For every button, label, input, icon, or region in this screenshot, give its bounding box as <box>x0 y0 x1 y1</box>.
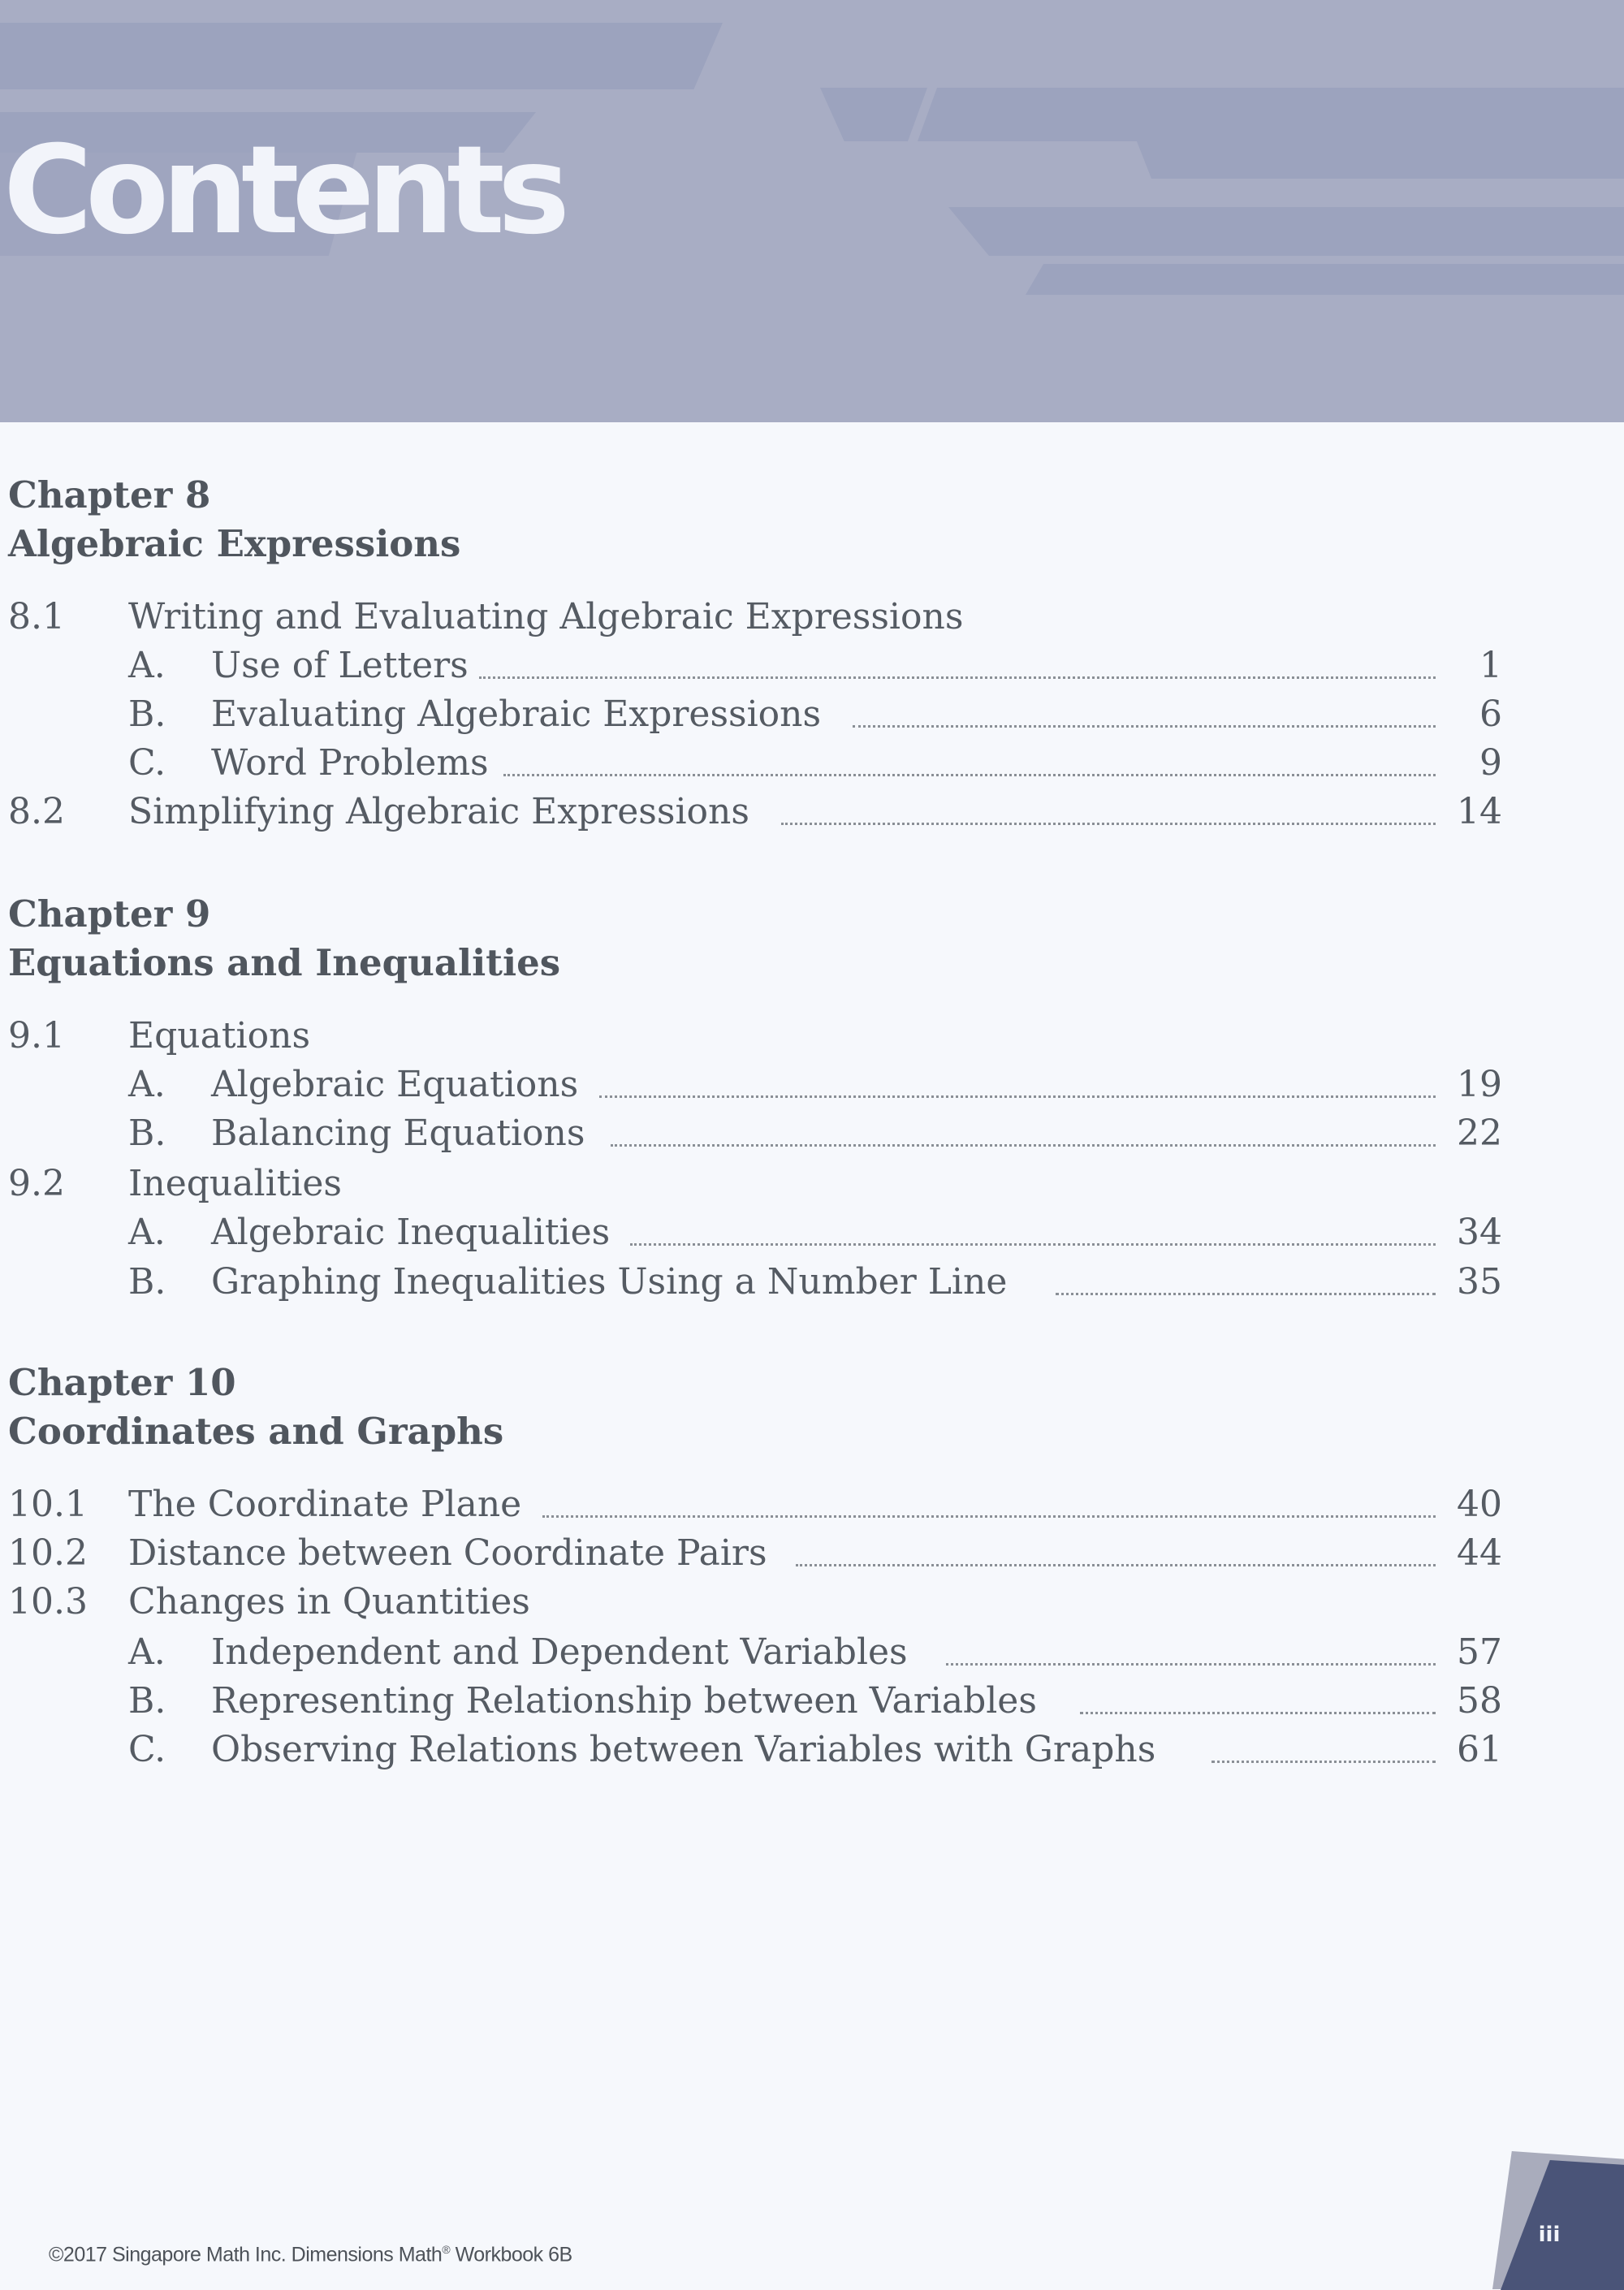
section-number: 9.1 <box>8 1015 65 1056</box>
subsection-letter: C. <box>128 1729 166 1770</box>
toc-section-row[interactable] <box>0 1571 1502 1620</box>
subsection-letter: A. <box>128 645 166 686</box>
toc-section-row[interactable] <box>0 1153 1502 1202</box>
dot-leader <box>479 673 1436 679</box>
chapter-label <box>8 1352 1510 1404</box>
subsection-letter: A. <box>128 1631 166 1673</box>
chapter-label-text: Chapter 10 <box>8 1361 236 1404</box>
chapter-label-text: Chapter 8 <box>8 473 211 516</box>
toc-section-row[interactable] <box>0 781 1502 830</box>
page-number: 14 <box>1457 791 1502 832</box>
section-title: The Coordinate Plane <box>128 1484 522 1525</box>
page-number: 35 <box>1457 1261 1502 1303</box>
page-number: 19 <box>1457 1064 1502 1105</box>
dot-leader <box>542 1512 1436 1518</box>
registered-mark: ® <box>442 2243 451 2256</box>
chapter-label <box>8 464 1510 516</box>
toc-subsection-row[interactable] <box>0 1719 1502 1768</box>
dot-leader <box>1212 1757 1436 1763</box>
toc-section-row[interactable] <box>0 586 1502 635</box>
dot-leader <box>630 1240 1436 1246</box>
subsection-letter: C. <box>128 742 166 784</box>
header-band <box>0 0 1624 422</box>
chapter-label-text: Chapter 9 <box>8 892 211 935</box>
decorative-stripe <box>820 88 1624 141</box>
dot-leader <box>853 722 1436 728</box>
page-number-label: iii <box>1538 2223 1561 2247</box>
subsection-title: Algebraic Inequalities <box>211 1212 611 1253</box>
subsection-title: Independent and Dependent Variables <box>211 1631 908 1673</box>
section-title: Writing and Evaluating Algebraic Expressions <box>128 596 964 637</box>
decorative-stripe <box>1026 264 1624 295</box>
section-title: Distance between Coordinate Pairs <box>128 1532 767 1574</box>
chapter-title-text: Equations and Inequalities <box>8 941 561 984</box>
subsection-letter: A. <box>128 1212 166 1253</box>
dot-leader <box>1080 1709 1436 1714</box>
section-number: 10.1 <box>8 1484 88 1525</box>
section-number: 10.2 <box>8 1532 88 1574</box>
chapter-title-text: Algebraic Expressions <box>8 522 461 565</box>
dot-leader <box>599 1092 1436 1098</box>
dot-leader <box>1056 1290 1436 1295</box>
toc-subsection-row[interactable] <box>0 732 1502 784</box>
subsection-title: Word Problems <box>211 742 489 784</box>
subsection-title: Observing Relations between Variables with Graphs <box>211 1729 1156 1770</box>
page-number: 34 <box>1457 1212 1502 1253</box>
page-number: 22 <box>1457 1113 1502 1154</box>
section-number: 9.2 <box>8 1163 65 1204</box>
subsection-letter: A. <box>128 1064 166 1105</box>
subsection-letter: B. <box>128 693 166 735</box>
subsection-title: Use of Letters <box>211 645 469 686</box>
dot-leader <box>946 1660 1436 1666</box>
decorative-stripe <box>0 23 723 89</box>
section-number: 8.1 <box>8 596 65 637</box>
section-title: Changes in Quantities <box>128 1581 530 1622</box>
toc-subsection-row[interactable] <box>0 635 1502 684</box>
section-number: 10.3 <box>8 1581 88 1622</box>
page-number: 40 <box>1457 1484 1502 1525</box>
subsection-title: Representing Relationship between Variables <box>211 1680 1037 1722</box>
toc-subsection-row[interactable] <box>0 1622 1502 1673</box>
page-number: 1 <box>1479 645 1502 686</box>
dot-leader <box>611 1141 1436 1147</box>
toc-subsection-row[interactable] <box>0 1251 1502 1303</box>
chapter-title <box>8 513 1510 565</box>
section-title: Equations <box>128 1015 311 1056</box>
toc-subsection-row[interactable] <box>0 684 1502 735</box>
page-number: 6 <box>1479 693 1502 735</box>
page-number: 58 <box>1457 1680 1502 1722</box>
subsection-title: Evaluating Algebraic Expressions <box>211 693 822 735</box>
toc-section-row[interactable] <box>0 1474 1502 1523</box>
dot-leader <box>796 1561 1436 1566</box>
subsection-title: Balancing Equations <box>211 1113 585 1154</box>
page-number: 57 <box>1457 1631 1502 1673</box>
chapter-title <box>8 1401 1510 1453</box>
page-number: 9 <box>1479 742 1502 784</box>
subsection-letter: B. <box>128 1261 166 1303</box>
subsection-letter: B. <box>128 1113 166 1154</box>
book-title: Workbook 6B <box>450 2243 572 2266</box>
chapter-title-text: Coordinates and Graphs <box>8 1410 504 1453</box>
toc-section-row[interactable] <box>0 1523 1502 1574</box>
toc-subsection-row[interactable] <box>0 1054 1502 1103</box>
decorative-stripe <box>1137 141 1624 179</box>
decorative-stripe <box>948 207 1624 256</box>
dot-leader <box>503 771 1436 776</box>
dot-leader <box>781 819 1436 825</box>
chapter-label <box>8 884 1510 935</box>
subsection-letter: B. <box>128 1680 166 1722</box>
subsection-title: Algebraic Equations <box>211 1064 579 1105</box>
toc-section-row[interactable] <box>0 1005 1502 1054</box>
section-title: Inequalities <box>128 1163 343 1204</box>
subsection-title: Graphing Inequalities Using a Number Line <box>211 1261 1008 1303</box>
toc-subsection-row[interactable] <box>0 1103 1502 1154</box>
page-title: Contents <box>3 120 564 261</box>
toc-subsection-row[interactable] <box>0 1670 1502 1722</box>
copyright-text: ©2017 Singapore Math Inc. Dimensions Math <box>49 2243 443 2266</box>
section-title: Simplifying Algebraic Expressions <box>128 791 749 832</box>
toc-subsection-row[interactable] <box>0 1202 1502 1251</box>
chapter-title <box>8 932 1510 984</box>
copyright-footer <box>49 2243 572 2266</box>
page-number: 61 <box>1457 1729 1502 1770</box>
page-number: 44 <box>1457 1532 1502 1574</box>
section-number: 8.2 <box>8 791 65 832</box>
